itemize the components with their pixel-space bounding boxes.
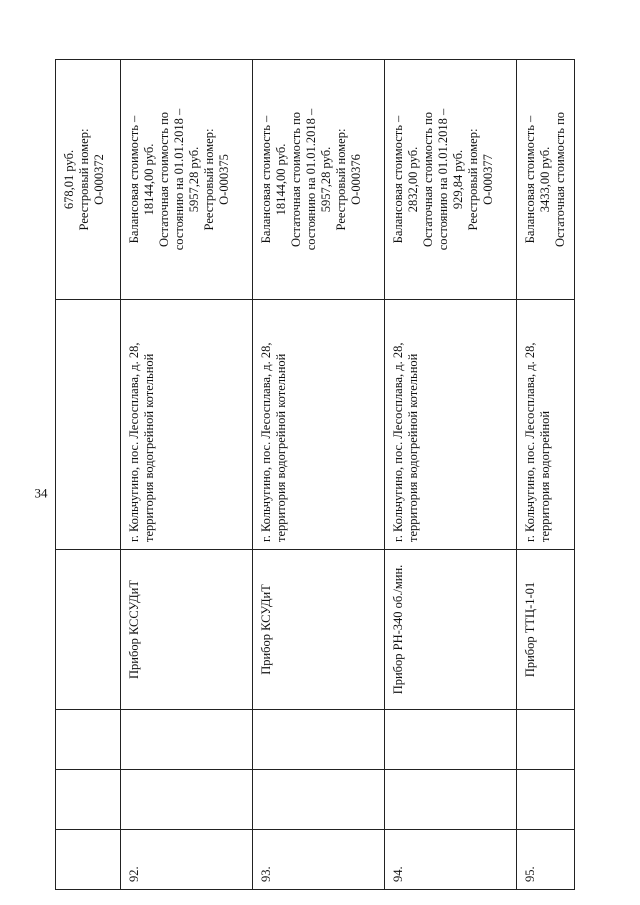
cost-cell: Балансовая стоимость – 18144,00 руб. Остаточная стоимость по состоянию на 01.01.2018 – 5957,28 руб. Реестровый номер: О-000375 [121,60,253,300]
table-cell [385,770,517,830]
row-number: 95. [517,830,575,890]
table-cell [385,710,517,770]
rotated-page [34,50,569,890]
item-name: Прибор КССУДиТ [121,550,253,710]
table-row [385,60,517,890]
table-row [56,60,121,890]
cost-cell: 678,01 руб. Реестровый номер: О-000372 [56,60,121,300]
table-cell [517,710,575,770]
page-number: 34 [34,485,48,501]
table-cell [56,710,121,770]
item-address: г. Кольчугино, пос. Лесосплава, д. 28, территория водогрейной [517,300,575,550]
item-name: Прибор ТТЦ-1-01 [517,550,575,710]
row-number: 92. [121,830,253,890]
cost-cell: Балансовая стоимость – 18144,00 руб. Остаточная стоимость по состоянию на 01.01.2018 – 5957,28 руб. Реестровый номер: О-000376 [253,60,385,300]
table-row [121,60,253,890]
cost-cell: Балансовая стоимость – 3433,00 руб. Остаточная стоимость по [517,60,575,300]
row-number: 94. [385,830,517,890]
table-row [517,60,575,890]
table-cell [253,710,385,770]
table-cell [56,300,121,550]
property-registry-table [55,59,575,890]
table-cell [56,830,121,890]
item-address: г. Кольчугино, пос. Лесосплава, д. 28, территория водогрейной котельной [121,300,253,550]
row-number: 93. [253,830,385,890]
table-cell [253,770,385,830]
item-name: Прибор РН-340 об./мин. [385,550,517,710]
table-row [253,60,385,890]
cost-cell: Балансовая стоимость – 2832,00 руб. Остаточная стоимость по состоянию на 01.01.2018 – 929,84 руб. Реестровый номер: О-000377 [385,60,517,300]
table-cell [56,550,121,710]
table-cell [517,770,575,830]
table-cell [56,770,121,830]
item-name: Прибор КСУДиТ [253,550,385,710]
table-cell [121,770,253,830]
item-address: г. Кольчугино, пос. Лесосплава, д. 28, территория водогрейной котельной [253,300,385,550]
item-address: г. Кольчугино, пос. Лесосплава, д. 28, территория водогрейной котельной [385,300,517,550]
table-cell [121,710,253,770]
